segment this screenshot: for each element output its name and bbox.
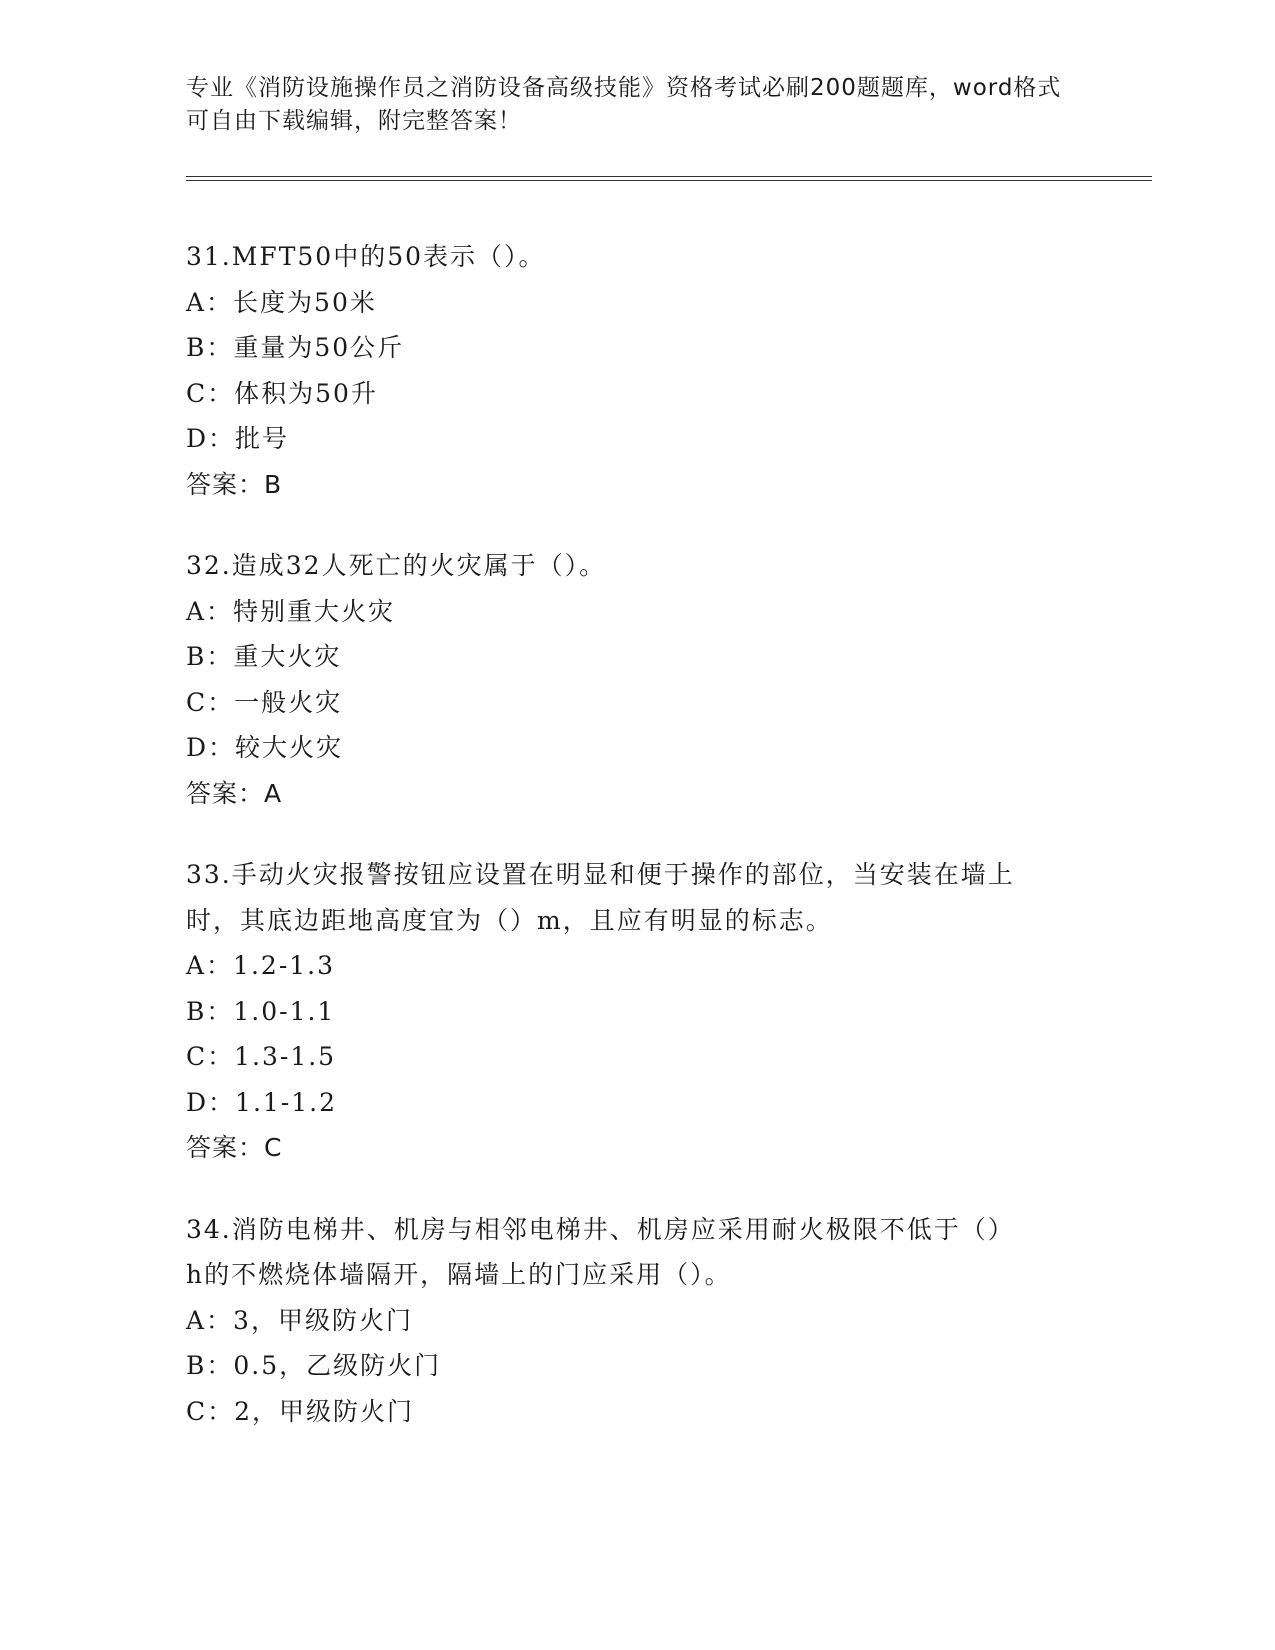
question-32 — [186, 543, 1086, 816]
answer-line: 答案：A — [186, 778, 283, 808]
option-a: A：特别重大火灾 — [186, 596, 396, 626]
question-33 — [186, 852, 1086, 1171]
question-stem: 33.手动火灾报警按钮应设置在明显和便于操作的部位，当安装在墙上 — [186, 860, 1015, 889]
option-a: A：3，甲级防火门 — [186, 1305, 413, 1335]
option-c: C：1.3-1.5 — [186, 1042, 337, 1071]
option-b: B：1.0-1.1 — [186, 996, 336, 1026]
question-list — [186, 234, 1086, 1470]
question-stem: 34.消防电梯井、机房与相邻电梯井、机房应采用耐火极限不低于（） — [186, 1214, 1015, 1244]
question-stem-continued: h的不燃烧体墙隔开，隔墙上的门应采用（）。 — [186, 1260, 732, 1289]
option-b: B：0.5，乙级防火门 — [186, 1351, 442, 1380]
option-c: C：体积为50升 — [186, 378, 378, 408]
question-stem: 32.造成32人死亡的火灾属于（）。 — [186, 551, 607, 580]
option-c: C：2，甲级防火门 — [186, 1396, 415, 1426]
option-d: D：较大火灾 — [186, 733, 344, 762]
answer-line: 答案：B — [186, 469, 283, 499]
question-stem: 31.MFT50中的50表示（）。 — [186, 242, 546, 271]
question-34 — [186, 1207, 1086, 1435]
answer-line: 答案：C — [186, 1133, 283, 1162]
option-c: C：一般火灾 — [186, 687, 343, 717]
question-31 — [186, 234, 1086, 507]
option-d: D：1.1-1.2 — [186, 1087, 338, 1117]
option-a: A：1.2-1.3 — [186, 951, 336, 980]
document-header: 专业《消防设施操作员之消防设备高级技能》资格考试必刷200题题库，word格式可自由下载编辑，附完整答案！ — [186, 75, 1062, 134]
option-b: B：重大火灾 — [186, 642, 342, 671]
question-stem-continued: 时，其底边距地高度宜为（）m，且应有明显的标志。 — [186, 905, 833, 935]
option-b: B：重量为50公斤 — [186, 333, 405, 362]
header-divider — [186, 176, 1152, 181]
option-a: A：长度为50米 — [186, 287, 377, 317]
option-d: D：批号 — [186, 424, 290, 453]
